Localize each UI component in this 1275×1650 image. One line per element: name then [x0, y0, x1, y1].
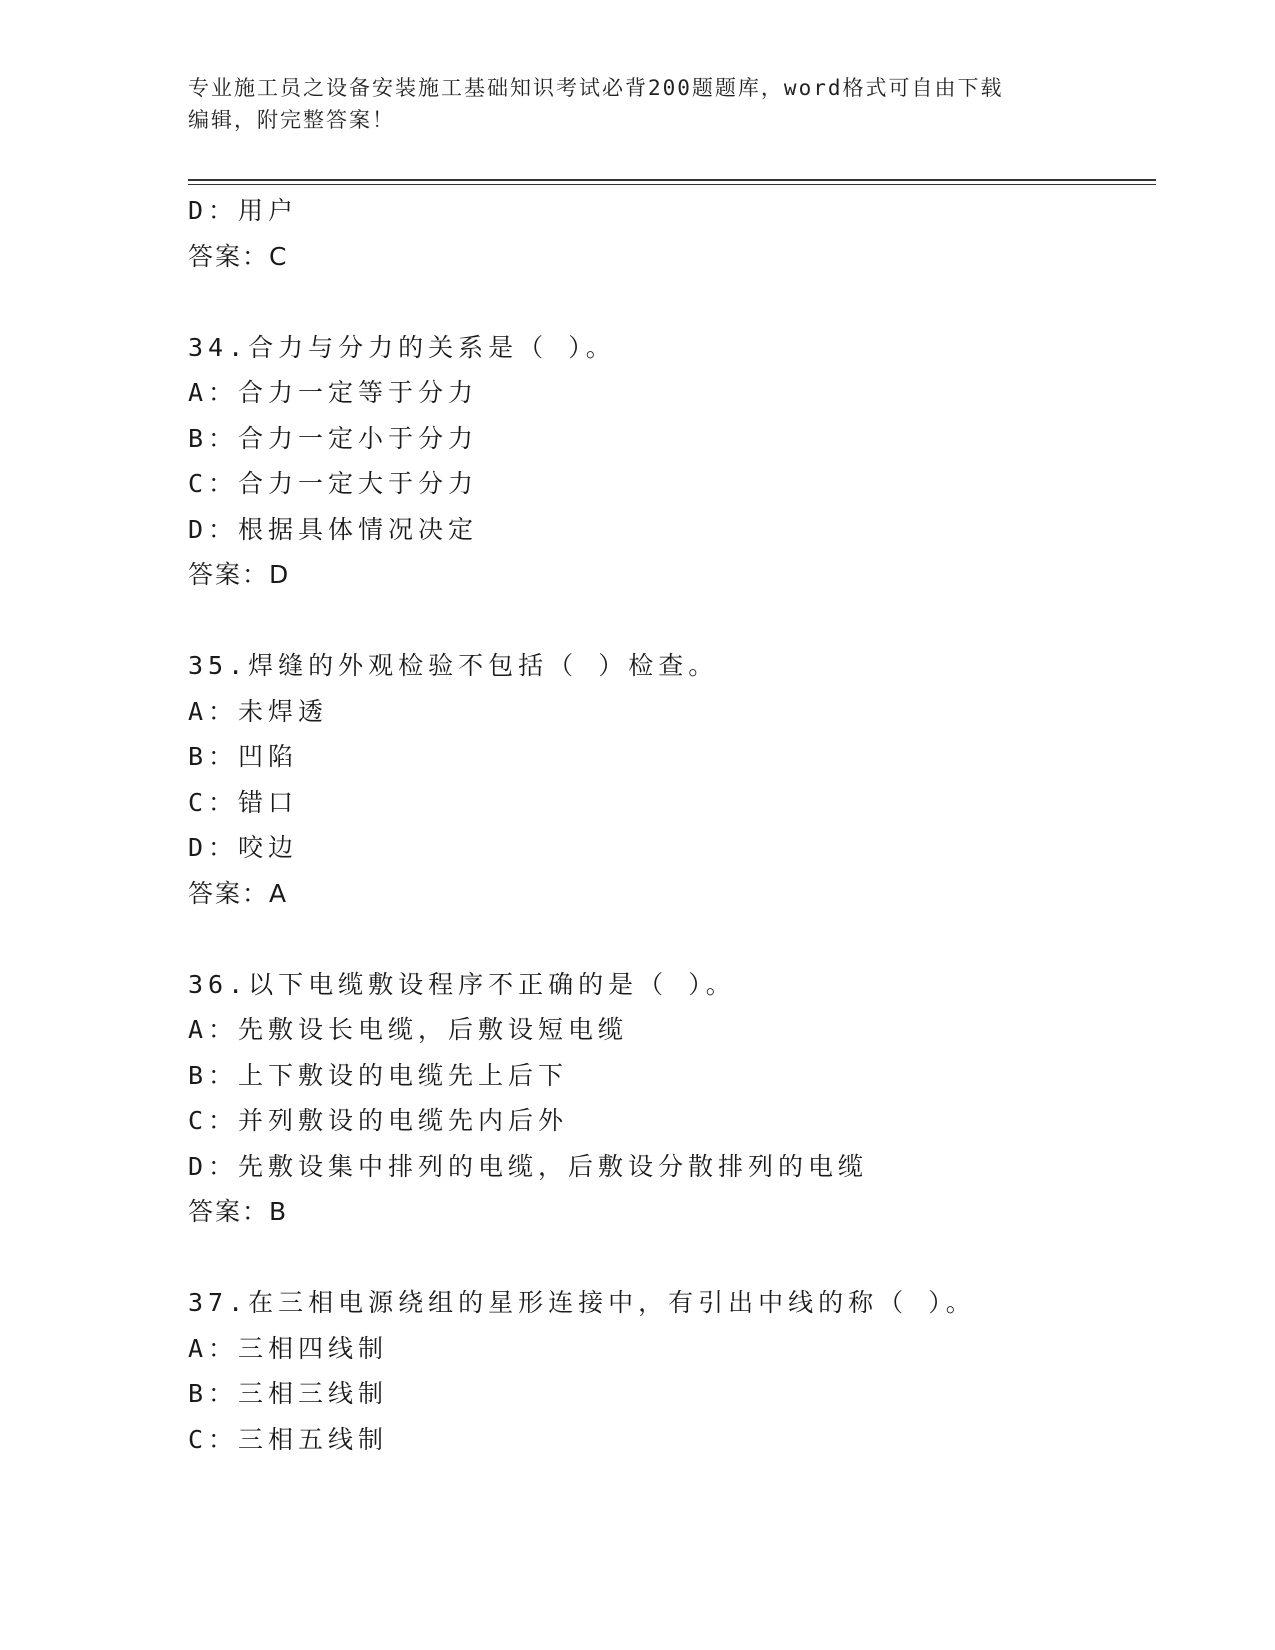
option-c: C：并列敷设的电缆先内后外	[188, 1106, 569, 1135]
spacer	[188, 279, 1148, 325]
option-c: C：三相五线制	[188, 1424, 389, 1454]
option-a: A：合力一定等于分力	[188, 378, 479, 407]
spacer	[188, 916, 1148, 962]
option-b: B：上下敷设的电缆先上后下	[188, 1060, 569, 1090]
option-c: C：错口	[188, 787, 299, 817]
spacer	[188, 598, 1148, 644]
option-a: A：先敷设长电缆，后敷设短电缆	[188, 1015, 629, 1044]
option-b: B：三相三线制	[188, 1379, 389, 1408]
header-divider-thick	[188, 179, 1156, 181]
option-d: D：根据具体情况决定	[188, 514, 479, 544]
question-36	[188, 962, 1148, 1235]
prev-answer: 答案：C	[188, 241, 289, 271]
header-title-line-1: 专业施工员之设备安装施工基础知识考试必背200题题库，word格式可自由下载	[188, 76, 1004, 100]
question-37	[188, 1280, 1148, 1462]
prev-option-d: D：用户	[188, 196, 299, 225]
answer: 答案：A	[188, 878, 289, 908]
spacer	[188, 1235, 1148, 1281]
option-b: B：凹陷	[188, 742, 299, 771]
option-c: C：合力一定大于分力	[188, 469, 479, 498]
option-d: D：先敷设集中排列的电缆，后敷设分散排列的电缆	[188, 1151, 869, 1181]
option-a: A：未焊透	[188, 696, 329, 726]
header-divider-thin	[188, 184, 1156, 185]
question-35	[188, 643, 1148, 916]
question-34	[188, 325, 1148, 598]
question-text: 37.在三相电源绕组的星形连接中，有引出中线的称（ ）。	[188, 1288, 976, 1317]
question-text: 35.焊缝的外观检验不包括（ ）检查。	[188, 651, 719, 680]
answer: 答案：B	[188, 1197, 289, 1226]
option-b: B：合力一定小于分力	[188, 423, 479, 453]
document-header	[188, 72, 1088, 136]
question-text: 36.以下电缆敷设程序不正确的是（ ）。	[188, 969, 736, 999]
header-title-line-2: 编辑，附完整答案！	[188, 108, 395, 132]
question-list	[188, 188, 1148, 1462]
question-text: 34.合力与分力的关系是（ ）。	[188, 332, 616, 362]
option-a: A：三相四线制	[188, 1333, 389, 1363]
option-d: D：咬边	[188, 833, 299, 862]
answer: 答案：D	[188, 560, 291, 589]
